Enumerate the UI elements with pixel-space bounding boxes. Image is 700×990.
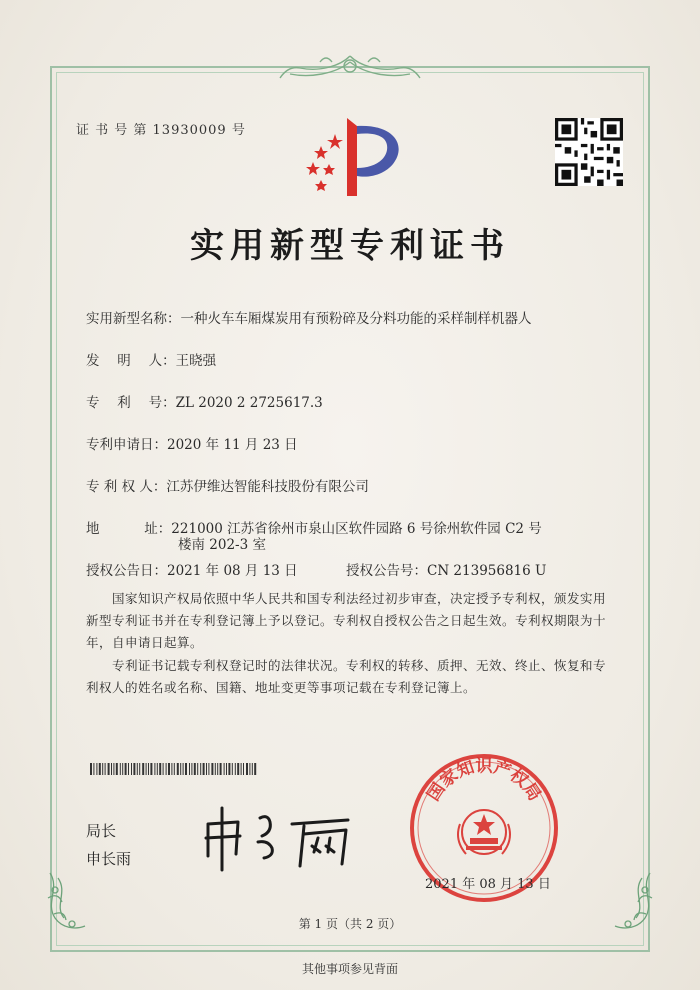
field-label: 专利申请日： <box>86 437 167 453</box>
field-label: 专 利 权 人： <box>86 479 167 495</box>
handwritten-signature-icon <box>200 798 360 872</box>
field-label: 实用新型名称： <box>86 311 181 327</box>
field-value: CN 213956816 U <box>427 563 547 579</box>
director-title: 局长 <box>86 822 117 840</box>
field-value: 王晓强 <box>175 353 217 369</box>
field-address-line-2: 楼南 202-3 室 <box>178 537 267 553</box>
field-value: 江苏伊维达智能科技股份有限公司 <box>166 479 369 495</box>
field-value: ZL 2020 2 2725617.3 <box>175 395 323 411</box>
field-label: 地 址： <box>86 521 172 537</box>
field-inventor <box>86 349 216 369</box>
director-name: 申长雨 <box>86 850 132 868</box>
statement-paragraph: 专利证书记载专利权登记时的法律状况。专利权的转移、质押、无效、终止、恢复和专利权人的姓名或名称、国籍、地址变更等事项记载在专利登记簿上。 <box>86 658 607 695</box>
field-label: 专 利 号： <box>86 395 176 411</box>
seal-date: 2021 年 08 月 13 日 <box>425 877 551 892</box>
certificate-number: 证 书 号 第 13930009 号 <box>76 123 246 138</box>
field-address <box>86 517 542 537</box>
page-number: 第 1 页（共 2 页） <box>298 917 402 931</box>
field-label: 授权公告号： <box>346 563 427 579</box>
cnipa-emblem-icon <box>295 112 410 202</box>
field-label: 授权公告日： <box>86 563 167 579</box>
svg-text:国家知识产权局 <box>424 757 545 805</box>
field-utility-model-name <box>86 307 532 327</box>
field-patentee <box>86 475 369 495</box>
field-label: 发 明 人： <box>86 353 176 369</box>
statement-paragraph: 国家知识产权局依照中华人民共和国专利法经过初步审查，决定授予专利权，颁发实用新型专利证书并在专利登记簿上予以登记。专利权自授权公告之日起生效。专利权期限为十年，自申请日起算。 <box>86 591 607 650</box>
field-value: 一种火车车厢煤炭用有预粉碎及分料功能的采样制样机器人 <box>180 311 532 327</box>
back-note: 其他事项参见背面 <box>301 962 398 976</box>
seal-text: 国家知识产权局 <box>423 756 545 805</box>
top-ornament-icon <box>250 52 450 84</box>
field-application-date <box>86 433 298 453</box>
certificate-title: 实用新型专利证书 <box>190 226 510 266</box>
barcode-icon <box>90 763 260 775</box>
field-grant-date <box>86 559 298 579</box>
qr-code-icon <box>555 118 623 186</box>
field-patent-number <box>86 391 323 411</box>
field-grant-publication-number <box>346 559 546 579</box>
field-value: 2021 年 08 月 13 日 <box>167 563 298 579</box>
field-value: 221000 江苏省徐州市泉山区软件园路 6 号徐州软件园 C2 号 <box>171 521 542 537</box>
field-value: 2020 年 11 月 23 日 <box>167 437 298 453</box>
